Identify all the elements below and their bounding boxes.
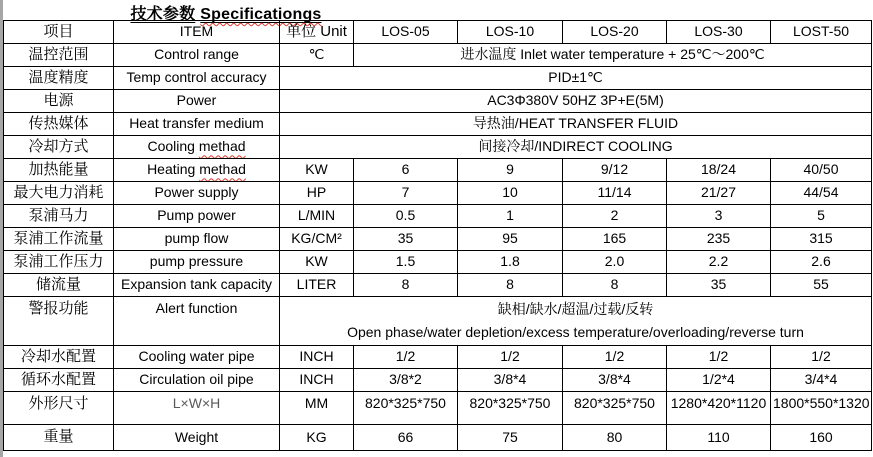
row-label-en: L×W×H (114, 392, 280, 425)
value-cell: 75 (458, 425, 563, 451)
value-cell: 11/14 (563, 182, 667, 205)
value-cell: 820*325*750 (458, 392, 563, 425)
row-label-zh: 传热媒体 (4, 113, 114, 136)
table-row (4, 251, 872, 274)
value-cell: 1.5 (354, 251, 458, 274)
column-header-lost-50: LOST-50 (771, 21, 872, 44)
value-cell: 160 (771, 425, 872, 451)
row-label-en: Temp control accuracy (114, 67, 280, 90)
table-row (4, 346, 872, 369)
table-row (4, 228, 872, 251)
value-cell: 3/8*2 (354, 369, 458, 392)
unit-cell: INCH (280, 346, 354, 369)
value-cell: 3/8*4 (458, 369, 563, 392)
value-cell: 8 (354, 274, 458, 297)
value-cell: 110 (667, 425, 771, 451)
alert-line: 缺相/缺水/超温/过载/反转 (497, 301, 654, 317)
value-cell: 5 (771, 205, 872, 228)
value-cell: 55 (771, 274, 872, 297)
value-cell: 6 (354, 159, 458, 182)
value-cell: 10 (458, 182, 563, 205)
column-header-los-10: LOS-10 (458, 21, 563, 44)
row-label-zh: 最大电力消耗 (4, 182, 114, 205)
value-cell: 1/2 (667, 346, 771, 369)
unit-cell: LITER (280, 274, 354, 297)
unit-cell: KG/CM² (280, 228, 354, 251)
unit-cell: KW (280, 251, 354, 274)
unit-cell: KW (280, 159, 354, 182)
value-cell: 66 (354, 425, 458, 451)
value-cell: 44/54 (771, 182, 872, 205)
row-label-zh: 外形尺寸 (4, 392, 114, 425)
value-cell: 1/2 (563, 346, 667, 369)
table-row (4, 136, 872, 159)
page-title-zh: 技术参数 (130, 6, 196, 23)
row-label-zh: 储流量 (4, 274, 114, 297)
value-cell: 820*325*750 (354, 392, 458, 425)
table-row (4, 159, 872, 182)
row-label-en: Expansion tank capacity (114, 274, 280, 297)
table-row (4, 182, 872, 205)
row-label-zh: 加热能量 (4, 159, 114, 182)
merged-value-cell: 间接冷却/INDIRECT COOLING (280, 136, 872, 159)
row-label-zh: 泵浦工作压力 (4, 251, 114, 274)
merged-value-cell: 导热油/HEAT TRANSFER FLUID (280, 113, 872, 136)
table-row (4, 113, 872, 136)
value-cell: 0.5 (354, 205, 458, 228)
row-label-zh: 泵浦马力 (4, 205, 114, 228)
unit-cell: ℃ (280, 44, 354, 67)
row-label-en (114, 159, 280, 182)
unit-cell: L/MIN (280, 205, 354, 228)
value-cell: 2.6 (771, 251, 872, 274)
value-cell: 165 (563, 228, 667, 251)
column-header-los-30: LOS-30 (667, 21, 771, 44)
value-cell: 35 (354, 228, 458, 251)
value-cell: 35 (667, 274, 771, 297)
value-cell: 1800*550*1320 (771, 392, 872, 425)
alert-line: Open phase/water depletion/excess temperature/overloading/reverse turn (347, 324, 804, 340)
table-row (4, 369, 872, 392)
page-title-en: Specificationgs (200, 6, 322, 23)
row-label-zh: 泵浦工作流量 (4, 228, 114, 251)
row-label-en: Power (114, 90, 280, 113)
value-cell: 2.2 (667, 251, 771, 274)
value-cell: 95 (458, 228, 563, 251)
merged-value-cell: 进水温度 Inlet water temperature + 25℃～200℃ (354, 44, 872, 67)
unit-cell: KG (280, 425, 354, 451)
table-row (4, 274, 872, 297)
table-row (4, 205, 872, 228)
table-row (4, 297, 872, 346)
value-cell: 1 (458, 205, 563, 228)
value-cell: 235 (667, 228, 771, 251)
row-label-zh: 冷却水配置 (4, 346, 114, 369)
column-header-unit: 单位 Unit (280, 21, 354, 44)
value-cell: 1/2*4 (667, 369, 771, 392)
merged-value-cell: AC3Φ380V 50HZ 3P+E(5M) (280, 90, 872, 113)
row-label-zh: 温度精度 (4, 67, 114, 90)
table-row (4, 425, 872, 451)
row-label-zh: 重量 (4, 425, 114, 451)
table-row (4, 90, 872, 113)
row-label-en: Circulation oil pipe (114, 369, 280, 392)
value-cell: 9 (458, 159, 563, 182)
value-cell: 8 (563, 274, 667, 297)
table-row (4, 67, 872, 90)
value-cell: 1280*420*1120 (667, 392, 771, 425)
value-cell: 3/8*4 (563, 369, 667, 392)
value-cell: 3 (667, 205, 771, 228)
row-label-en: pump flow (114, 228, 280, 251)
value-cell: 2.0 (563, 251, 667, 274)
row-label-zh: 循环水配置 (4, 369, 114, 392)
value-cell: 820*325*750 (563, 392, 667, 425)
value-cell: 21/27 (667, 182, 771, 205)
row-label-zh: 警报功能 (4, 297, 114, 346)
row-label-en: Power supply (114, 182, 280, 205)
row-label-en: Pump power (114, 205, 280, 228)
misspelled-word: methad (199, 161, 246, 178)
header-row (4, 21, 872, 44)
row-label-zh: 温控范围 (4, 44, 114, 67)
merged-value-cell (280, 297, 872, 346)
column-header-los-05: LOS-05 (354, 21, 458, 44)
row-label-en-prefix: Heating (147, 161, 200, 178)
column-header-los-20: LOS-20 (563, 21, 667, 44)
row-label-en: Heat transfer medium (114, 113, 280, 136)
column-header-item-zh: 项目 (4, 21, 114, 44)
value-cell: 2 (563, 205, 667, 228)
row-label-en: Control range (114, 44, 280, 67)
row-label-zh: 冷却方式 (4, 136, 114, 159)
column-header-item-en: ITEM (114, 21, 280, 44)
value-cell: 9/12 (563, 159, 667, 182)
value-cell: 1/2 (771, 346, 872, 369)
table-row (4, 392, 872, 425)
row-label-en (114, 136, 280, 159)
specifications-table (3, 20, 872, 451)
value-cell: 1/2 (458, 346, 563, 369)
row-label-zh: 电源 (4, 90, 114, 113)
row-label-en: Cooling water pipe (114, 346, 280, 369)
value-cell: 315 (771, 228, 872, 251)
value-cell: 1.8 (458, 251, 563, 274)
misspelled-word: methad (198, 138, 246, 155)
value-cell: 40/50 (771, 159, 872, 182)
unit-cell: HP (280, 182, 354, 205)
value-cell: 3/4*4 (771, 369, 872, 392)
row-label-en-prefix: Cooling (147, 138, 199, 155)
row-label-en: pump pressure (114, 251, 280, 274)
merged-value-cell: PID±1℃ (280, 67, 872, 90)
value-cell: 7 (354, 182, 458, 205)
value-cell: 80 (563, 425, 667, 451)
table-row (4, 44, 872, 67)
row-label-en: Weight (114, 425, 280, 451)
value-cell: 18/24 (667, 159, 771, 182)
value-cell: 1/2 (354, 346, 458, 369)
unit-cell: INCH (280, 369, 354, 392)
value-cell: 8 (458, 274, 563, 297)
unit-cell: MM (280, 392, 354, 425)
row-label-en: Alert function (114, 297, 280, 346)
